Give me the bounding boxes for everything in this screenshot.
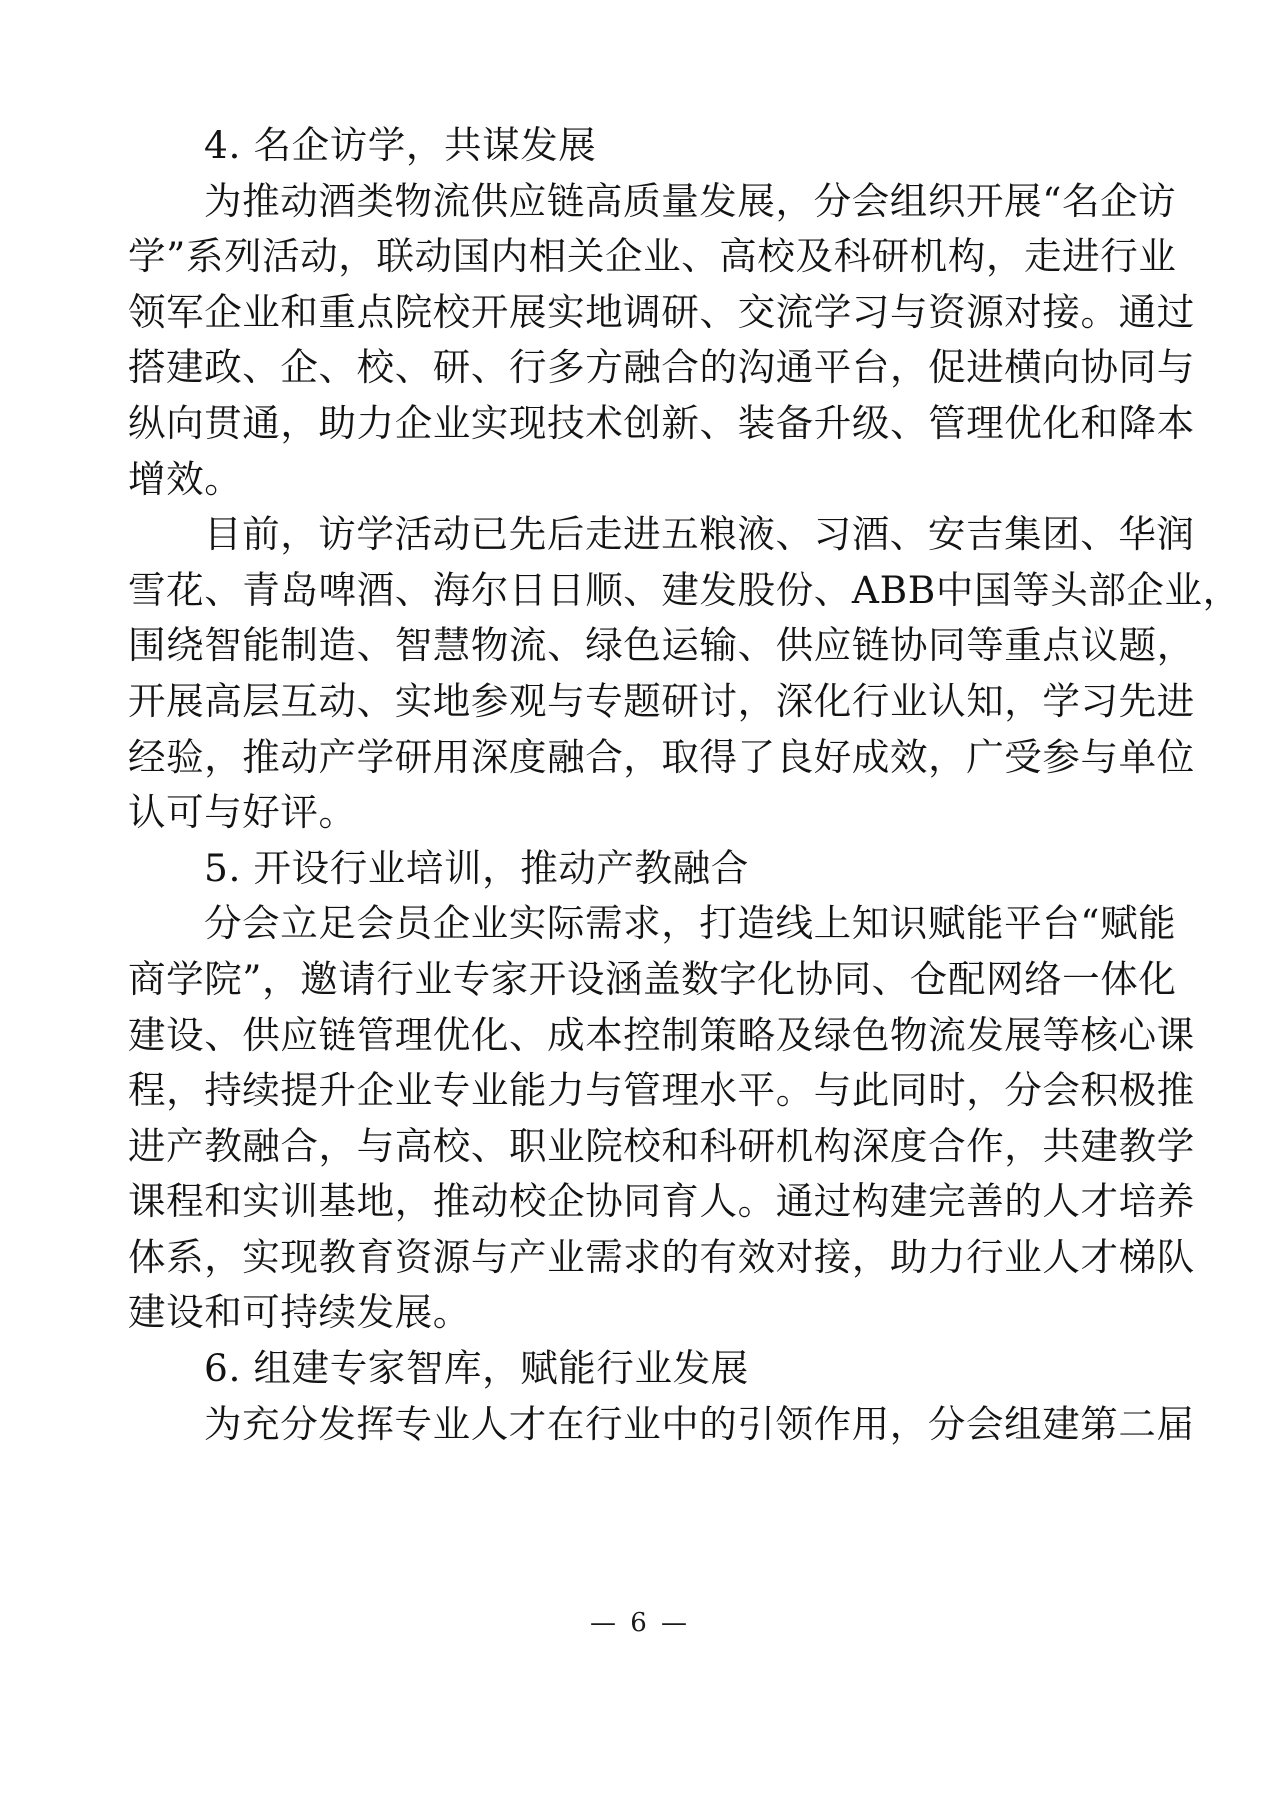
- body-line: 课程和实训基地，推动校企协同育人。通过构建完善的人才培养: [128, 1179, 1195, 1224]
- body-line: 增效。: [128, 456, 243, 501]
- section-heading-5: 5. 开设行业培训，推动产教融合: [204, 845, 749, 890]
- body-line: 围绕智能制造、智慧物流、绿色运输、供应链协同等重点议题，: [128, 623, 1195, 668]
- body-line: 程，持续提升企业专业能力与管理水平。与此同时，分会积极推: [128, 1068, 1195, 1113]
- body-line: 雪花、青岛啤酒、海尔日日顺、建发股份、ABB中国等头部企业，: [128, 567, 1241, 612]
- body-line: 进产教融合，与高校、职业院校和科研机构深度合作，共建教学: [128, 1123, 1195, 1168]
- body-line: 搭建政、企、校、研、行多方融合的沟通平台，促进横向协同与: [128, 345, 1195, 390]
- body-line: 商学院”，邀请行业专家开设涵盖数字化协同、仓配网络一体化: [128, 956, 1177, 1001]
- body-line: 体系，实现教育资源与产业需求的有效对接，助力行业人才梯队: [128, 1234, 1195, 1279]
- body-line: 纵向贯通，助力企业实现技术创新、装备升级、管理优化和降本: [128, 400, 1195, 445]
- body-line: 认可与好评。: [128, 790, 357, 835]
- body-line: 分会立足会员企业实际需求，打造线上知识赋能平台“赋能: [204, 901, 1177, 946]
- document-body: [128, 118, 1241, 1452]
- section-heading-4: 4. 名企访学，共谋发展: [204, 123, 597, 167]
- body-line: 经验，推动产学研用深度融合，取得了良好成效，广受参与单位: [128, 734, 1195, 779]
- section-heading-6: 6. 组建专家智库，赋能行业发展: [204, 1346, 749, 1391]
- body-line: 学”系列活动，联动国内相关企业、高校及科研机构，走进行业: [128, 234, 1177, 279]
- page-number: — 6 —: [589, 1608, 691, 1638]
- page-footer: [0, 1608, 1280, 1638]
- body-line: 目前，访学活动已先后走进五粮液、习酒、安吉集团、华润: [204, 512, 1195, 557]
- body-line: 开展高层互动、实地参观与专题研讨，深化行业认知，学习先进: [128, 678, 1195, 723]
- body-line: 建设和可持续发展。: [128, 1290, 471, 1335]
- body-line: 领军企业和重点院校开展实地调研、交流学习与资源对接。通过: [128, 289, 1195, 334]
- body-line: 为推动酒类物流供应链高质量发展，分会组织开展“名企访: [204, 178, 1177, 223]
- body-line: 为充分发挥专业人才在行业中的引领作用，分会组建第二届: [204, 1401, 1195, 1446]
- body-line: 建设、供应链管理优化、成本控制策略及绿色物流发展等核心课: [128, 1012, 1195, 1057]
